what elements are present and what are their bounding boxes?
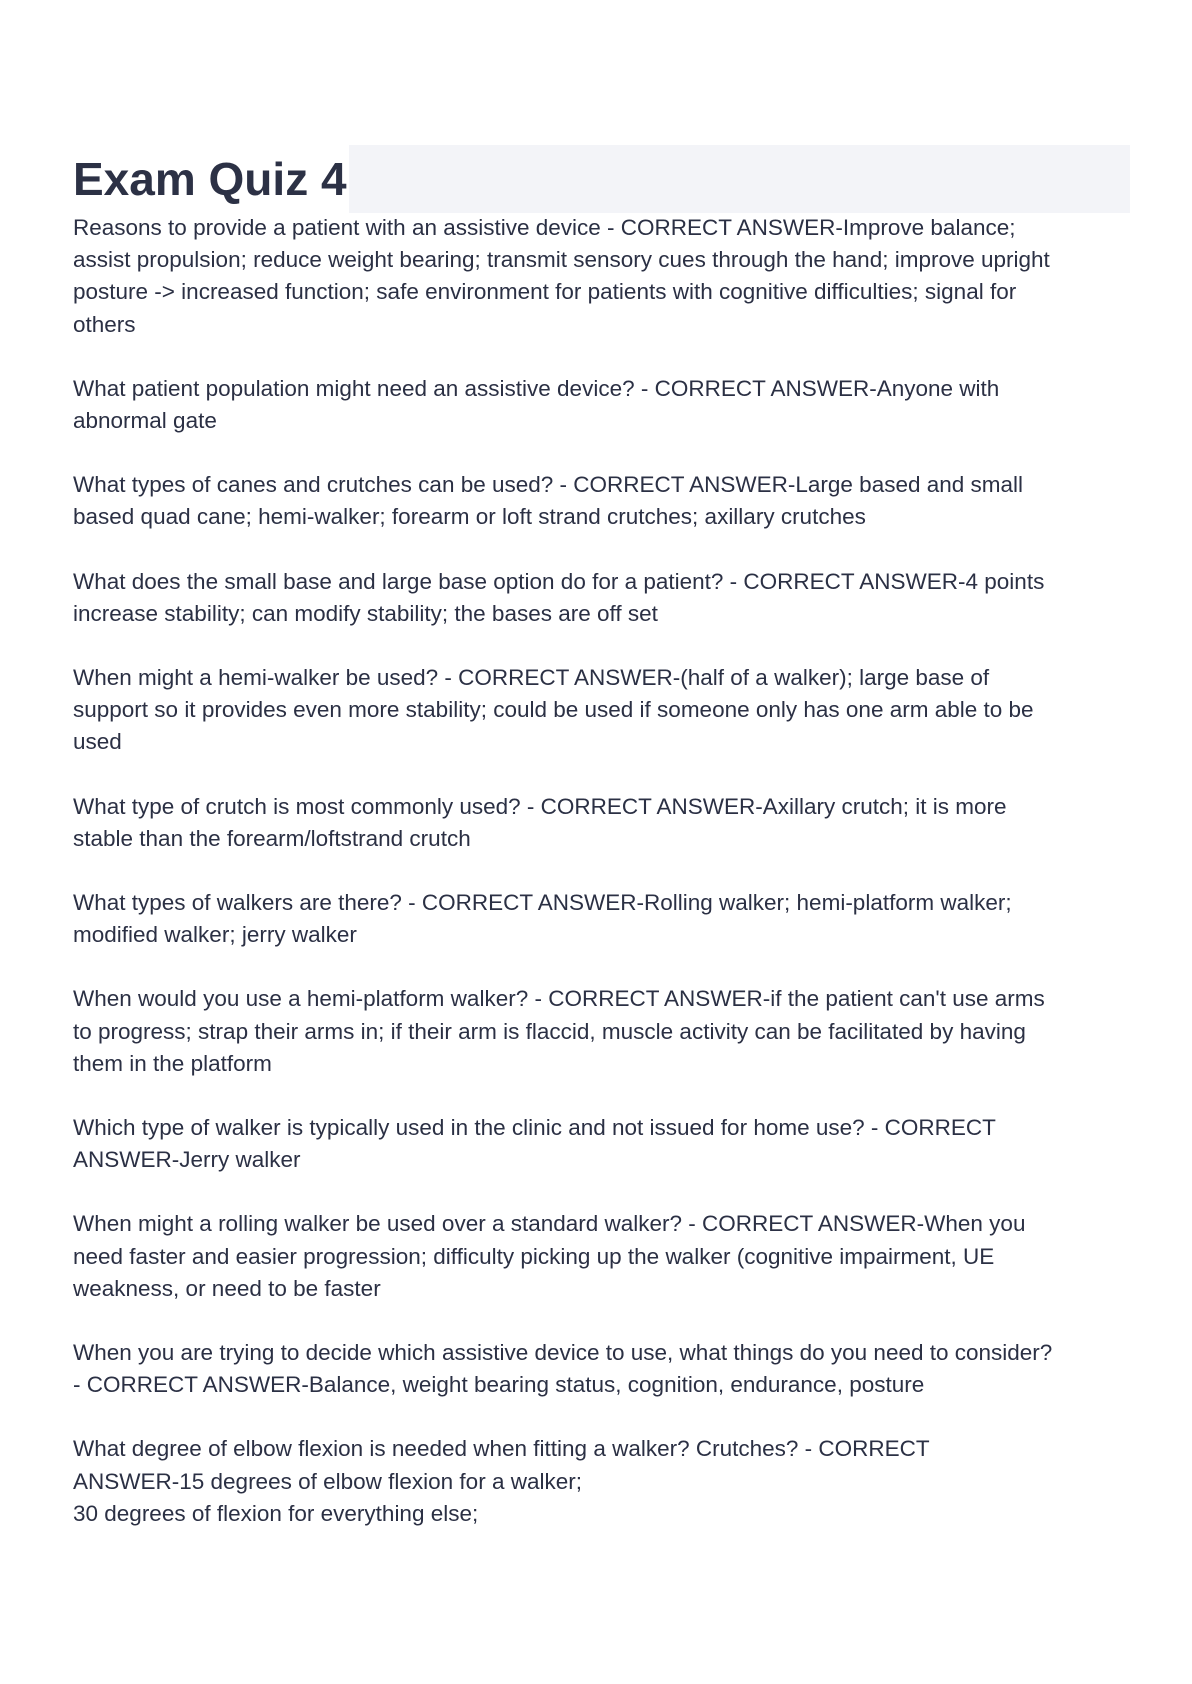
qa-line: What patient population might need an assistive device? - CORRECT ANSWER-Anyone with <box>73 375 1000 401</box>
qa-line: - CORRECT ANSWER-Balance, weight bearing status, cognition, endurance, posture <box>73 1372 925 1398</box>
page-title: Exam Quiz 4 <box>73 145 349 213</box>
qa-line: support so it provides even more stability; could be used if someone only has one arm able to be <box>73 697 1034 723</box>
qa-line: need faster and easier progression; difficulty picking up the walker (cognitive impairment, UE <box>73 1243 995 1269</box>
qa-item <box>73 1208 1135 1305</box>
qa-item <box>73 469 1135 533</box>
qa-line: to progress; strap their arms in; if their arm is flaccid, muscle activity can be facilitated by having <box>73 1018 1026 1044</box>
qa-item <box>73 887 1135 951</box>
qa-line: ANSWER-15 degrees of elbow flexion for a walker; <box>73 1468 582 1494</box>
qa-line: What degree of elbow flexion is needed when fitting a walker? Crutches? - CORRECT <box>73 1436 930 1462</box>
qa-line: ANSWER-Jerry walker <box>73 1147 301 1173</box>
qa-line: others <box>73 311 136 337</box>
qa-line: assist propulsion; reduce weight bearing; transmit sensory cues through the hand; improve upright <box>73 247 1050 273</box>
qa-line: modified walker; jerry walker <box>73 922 357 948</box>
qa-item <box>73 983 1135 1080</box>
qa-line: When would you use a hemi-platform walker? - CORRECT ANSWER-if the patient can't use arms <box>73 986 1045 1012</box>
qa-item <box>73 566 1135 630</box>
qa-line: When you are trying to decide which assistive device to use, what things do you need to consider? <box>73 1340 1053 1366</box>
qa-item <box>73 791 1135 855</box>
qa-line: What type of crutch is most commonly used? - CORRECT ANSWER-Axillary crutch; it is more <box>73 793 1007 819</box>
qa-line: What does the small base and large base option do for a patient? - CORRECT ANSWER-4 points <box>73 568 1045 594</box>
qa-item <box>73 1112 1135 1176</box>
qa-line: based quad cane; hemi-walker; forearm or loft strand crutches; axillary crutches <box>73 504 866 530</box>
qa-line: Reasons to provide a patient with an assistive device - CORRECT ANSWER-Improve balance; <box>73 215 1016 240</box>
qa-line: weakness, or need to be faster <box>73 1275 381 1301</box>
qa-line: posture -> increased function; safe environment for patients with cognitive difficulties; signal for <box>73 279 1017 305</box>
qa-line: When might a rolling walker be used over a standard walker? - CORRECT ANSWER-When you <box>73 1211 1026 1237</box>
qa-item <box>73 662 1135 759</box>
qa-line: used <box>73 729 122 755</box>
qa-line: What types of walkers are there? - CORRECT ANSWER-Rolling walker; hemi-platform walker; <box>73 890 1012 916</box>
qa-item <box>73 373 1135 437</box>
qa-line: stable than the forearm/loftstrand crutch <box>73 825 471 851</box>
qa-line: When might a hemi-walker be used? - CORRECT ANSWER-(half of a walker); large base of <box>73 665 990 691</box>
qa-list <box>73 212 1135 1562</box>
qa-line: What types of canes and crutches can be used? - CORRECT ANSWER-Large based and small <box>73 472 1024 498</box>
qa-item <box>73 212 1135 341</box>
qa-line: increase stability; can modify stability; the bases are off set <box>73 600 658 626</box>
qa-line: them in the platform <box>73 1050 272 1076</box>
qa-line: Which type of walker is typically used in the clinic and not issued for home use? - CORRECT <box>73 1115 996 1141</box>
qa-line: abnormal gate <box>73 408 217 434</box>
qa-item <box>73 1433 1135 1530</box>
qa-item <box>73 1337 1135 1401</box>
qa-line: 30 degrees of flexion for everything else; <box>73 1500 479 1526</box>
